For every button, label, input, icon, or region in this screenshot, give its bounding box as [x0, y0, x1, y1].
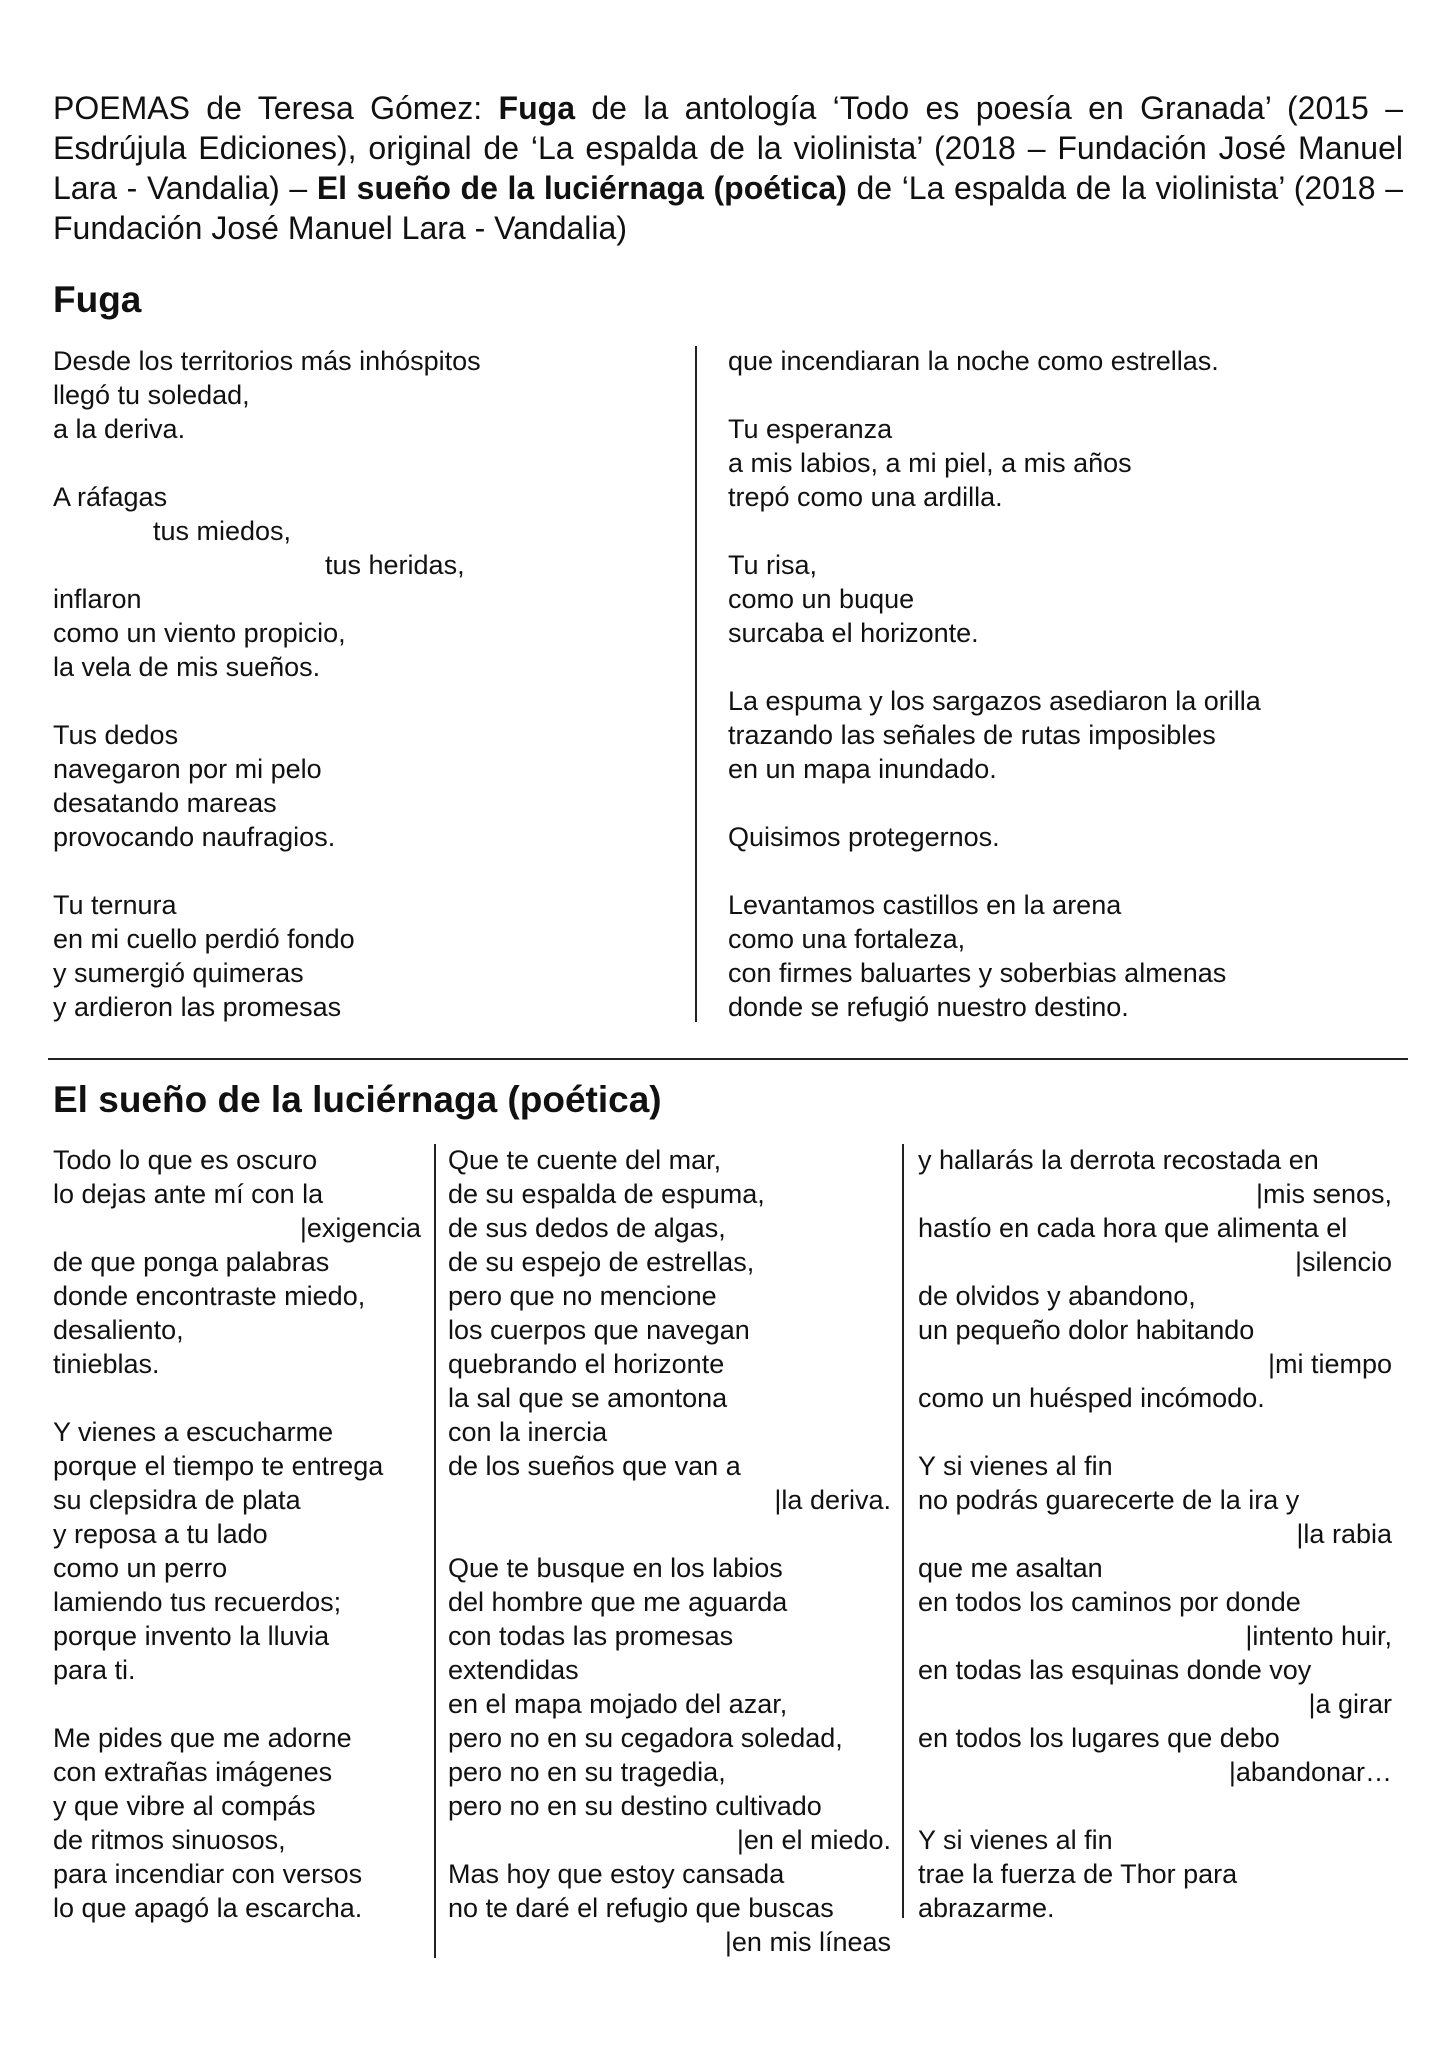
poem-line: pero no en su cegadora soledad, — [448, 1723, 843, 1753]
stanza-gap — [728, 786, 1408, 820]
poem-line: como un viento propicio, — [53, 618, 346, 648]
intro-prefix: POEMAS de Teresa Gómez: — [53, 90, 499, 126]
poem-line: de su espalda de espuma, — [448, 1179, 765, 1209]
poem-line: Y si vienes al fin — [918, 1825, 1113, 1855]
sueno-column-2 — [448, 1143, 891, 1959]
stanza-gap — [448, 1517, 891, 1551]
poem-line: su clepsidra de plata — [53, 1485, 301, 1515]
poem-line: pero que no mencione — [448, 1281, 717, 1311]
poem-line: con extrañas imágenes — [53, 1757, 333, 1787]
poem-title-fuga: Fuga — [53, 279, 142, 320]
stanza-gap — [53, 1687, 421, 1721]
column-divider — [695, 346, 697, 1022]
poem-line: de ritmos sinuosos, — [53, 1825, 286, 1855]
poem-line: en todos los caminos por donde — [918, 1587, 1301, 1617]
poem-line: a la deriva. — [53, 414, 186, 444]
poem-line: con firmes baluartes y soberbias almenas — [728, 958, 1227, 988]
poem-line: surcaba el horizonte. — [728, 618, 979, 648]
poem-line: como un perro — [53, 1553, 228, 1583]
intro-paragraph — [53, 88, 1403, 248]
stanza-gap — [728, 514, 1408, 548]
intro-fuga-title: Fuga — [498, 90, 575, 126]
poem-line: como un buque — [728, 584, 915, 614]
poem-line: y reposa a tu lado — [53, 1519, 268, 1549]
poem-line: lo dejas ante mí con la — [53, 1179, 324, 1209]
poem-line: Tu risa, — [728, 550, 818, 580]
poem-line: inflaron — [53, 584, 142, 614]
column-divider — [434, 1144, 436, 1958]
poem-line: |intento huir, — [1245, 1621, 1392, 1651]
poem-line: con la inercia — [448, 1417, 608, 1447]
poem-line: abrazarme. — [918, 1893, 1055, 1923]
poem-line: trazando las señales de rutas imposibles — [728, 720, 1216, 750]
poem-line: lamiendo tus recuerdos; — [53, 1587, 342, 1617]
poem-line: llegó tu soledad, — [53, 380, 250, 410]
poem-line: |la rabia — [1296, 1519, 1392, 1549]
poem-line: porque invento la lluvia — [53, 1621, 330, 1651]
sueno-column-1 — [53, 1143, 421, 1925]
poem-title-sueno: El sueño de la luciérnaga (poética) — [53, 1079, 662, 1120]
poem-line: de olvidos y abandono, — [918, 1281, 1196, 1311]
section-divider — [48, 1058, 1408, 1060]
stanza-gap — [53, 1381, 421, 1415]
poem-line: |mis senos, — [1255, 1179, 1392, 1209]
poem-line: Levantamos castillos en la arena — [728, 890, 1122, 920]
poem-line: La espuma y los sargazos asediaron la orilla — [728, 686, 1261, 716]
intro-sueno-title: El sueño de la luciérnaga (poética) — [316, 170, 847, 206]
poem-line: |exigencia — [299, 1213, 421, 1243]
poem-line: hastío en cada hora que alimenta el — [918, 1213, 1348, 1243]
poem-line: en todas las esquinas donde voy — [918, 1655, 1312, 1685]
poem-line: |la deriva. — [774, 1485, 891, 1515]
poem-line: en mi cuello perdió fondo — [53, 924, 355, 954]
poem-line: Quisimos protegernos. — [728, 822, 1000, 852]
poem-line: Todo lo que es oscuro — [53, 1145, 318, 1175]
poem-line: la sal que se amontona — [448, 1383, 728, 1413]
poem-line: donde encontraste miedo, — [53, 1281, 366, 1311]
poem-line: Tu ternura — [53, 890, 177, 920]
stanza-gap — [53, 446, 673, 480]
poem-line: lo que apagó la escarcha. — [53, 1893, 363, 1923]
poem-line: y sumergió quimeras — [53, 958, 304, 988]
poem-line: Me pides que me adorne — [53, 1723, 352, 1753]
stanza-gap — [53, 684, 673, 718]
poem-line: a mis labios, a mi piel, a mis años — [728, 448, 1132, 478]
poem-line: trae la fuerza de Thor para — [918, 1859, 1238, 1889]
fuga-left-column — [53, 344, 673, 1024]
poem-line: porque el tiempo te entrega — [53, 1451, 384, 1481]
poem-line: quebrando el horizonte — [448, 1349, 725, 1379]
poem-line: provocando naufragios. — [53, 822, 336, 852]
poem-line: |a girar — [1308, 1689, 1392, 1719]
poem-line: Que te busque en los labios — [448, 1553, 783, 1583]
poem-line: los cuerpos que navegan — [448, 1315, 750, 1345]
poem-line: Tus dedos — [53, 720, 179, 750]
poem-line: tus heridas, — [325, 550, 465, 580]
fuga-right-column — [728, 344, 1408, 1024]
poem-line: donde se refugió nuestro destino. — [728, 992, 1129, 1022]
poem-line: Que te cuente del mar, — [448, 1145, 722, 1175]
poem-line: no te daré el refugio que buscas — [448, 1893, 834, 1923]
poem-line: tinieblas. — [53, 1349, 160, 1379]
poem-line: que incendiaran la noche como estrellas. — [728, 346, 1219, 376]
poem-line: desatando mareas — [53, 788, 277, 818]
intro-middle: de la antología ‘Todo es poesía en Granada’ (2015 – Esdrújula Ediciones), original de ‘La espalda de la violinista’ (2018 – Fundación José Manuel Lara - Vandalia) – — [53, 90, 1404, 206]
poem-line: de que ponga palabras — [53, 1247, 330, 1277]
poem-line: con todas las promesas — [448, 1621, 734, 1651]
stanza-gap — [728, 378, 1408, 412]
poem-line: |silencio — [1294, 1247, 1392, 1277]
poem-line: |en el miedo. — [736, 1825, 891, 1855]
poem-line: en el mapa mojado del azar, — [448, 1689, 788, 1719]
stanza-gap — [728, 854, 1408, 888]
poem-line: A ráfagas — [53, 482, 168, 512]
poem-line: desaliento, — [53, 1315, 184, 1345]
poem-line: Mas hoy que estoy cansada — [448, 1859, 785, 1889]
poem-line: Y si vienes al fin — [918, 1451, 1113, 1481]
poem-line: Desde los territorios más inhóspitos — [53, 346, 481, 376]
poem-line: tus miedos, — [153, 516, 292, 546]
poem-line: |abandonar… — [1228, 1757, 1392, 1787]
poem-line: de los sueños que van a — [448, 1451, 741, 1481]
poem-line: como un huésped incómodo. — [918, 1383, 1265, 1413]
stanza-gap — [728, 650, 1408, 684]
stanza-gap — [53, 854, 673, 888]
poem-line: no podrás guarecerte de la ira y — [918, 1485, 1300, 1515]
poem-line: un pequeño dolor habitando — [918, 1315, 1255, 1345]
poem-line: de su espejo de estrellas, — [448, 1247, 755, 1277]
poem-line: en un mapa inundado. — [728, 754, 997, 784]
poem-line: para incendiar con versos — [53, 1859, 363, 1889]
poem-line: y que vibre al compás — [53, 1791, 316, 1821]
poem-line: en todos los lugares que debo — [918, 1723, 1280, 1753]
poem-line: para ti. — [53, 1655, 136, 1685]
poem-line: pero no en su tragedia, — [448, 1757, 726, 1787]
stanza-gap — [918, 1415, 1392, 1449]
sueno-column-3 — [918, 1143, 1392, 1925]
poem-line: navegaron por mi pelo — [53, 754, 322, 784]
poem-line: |mi tiempo — [1267, 1349, 1392, 1379]
poem-line: pero no en su destino cultivado — [448, 1791, 822, 1821]
poem-line: del hombre que me aguarda — [448, 1587, 788, 1617]
poem-line: trepó como una ardilla. — [728, 482, 1003, 512]
stanza-gap — [918, 1789, 1392, 1823]
poem-line: como una fortaleza, — [728, 924, 966, 954]
poem-line: la vela de mis sueños. — [53, 652, 321, 682]
poem-line: extendidas — [448, 1655, 579, 1685]
poem-line: de sus dedos de algas, — [448, 1213, 726, 1243]
poem-line: |en mis líneas — [724, 1927, 891, 1957]
poem-line: Y vienes a escucharme — [53, 1417, 334, 1447]
poem-line: que me asaltan — [918, 1553, 1103, 1583]
poem-line: y hallarás la derrota recostada en — [918, 1145, 1319, 1175]
poem-line: Tu esperanza — [728, 414, 893, 444]
column-divider — [902, 1144, 904, 1918]
poem-line: y ardieron las promesas — [53, 992, 342, 1022]
intro-suffix: de ‘La espalda de la violinista’ (2018 – Fundación José Manuel Lara - Vandalia) — [53, 170, 1404, 246]
